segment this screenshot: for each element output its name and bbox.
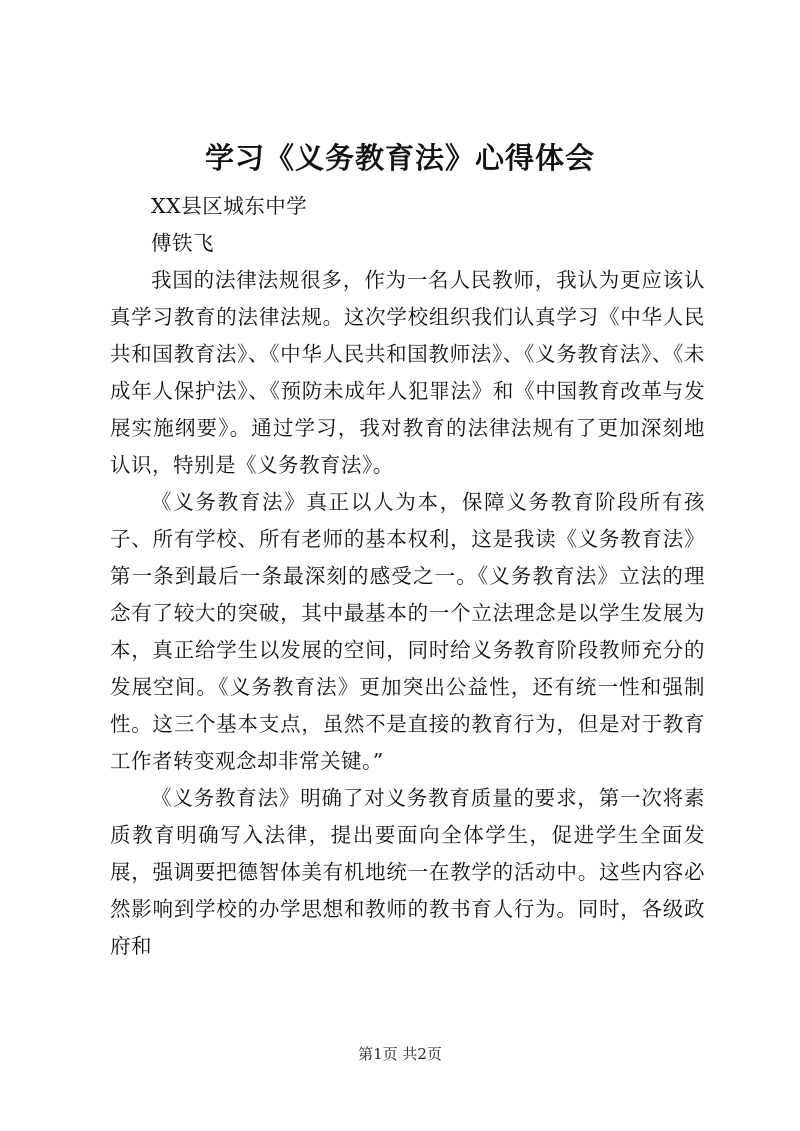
school-line: XX县区城东中学 <box>151 194 308 218</box>
author-line: 傅铁飞 <box>151 231 214 255</box>
paragraph: 我国的法律法规很多，作为一名人民教师，我认为更应该认真学习教育的法律法规。这次学校组织我们认真学习《中华人民共和国教育法》、《中华人民共和国教师法》、《义务教育法》、《未成年人保护法》、《预防未成年人犯罪法》和《中国教育改革与发展实施纲要》。通过学习，我对教育的法律法规有了更加深刻地认识，特别是《义务教育法》。 <box>110 268 705 477</box>
document-title: 学习《义务教育法》心得体会 <box>204 141 595 175</box>
paragraph: 《义务教育法》真正以人为本，保障义务教育阶段所有孩子、所有学校、所有老师的基本权利，这是我读《义务教育法》第一条到最后一条最深刻的感受之一。《义务教育法》立法的理念有了较大的突破，其中最基本的一个立法理念是以学生发展为本，真正给学生以发展的空间，同时给义务教育阶段教师充分的发展空间。《义务教育法》更加突出公益性，还有统一性和强制性。这三个基本支点，虽然不是直接的教育行为，但是对于教育工作者转变观念却非常关键。” <box>110 490 705 773</box>
paragraph: 《义务教育法》明确了对义务教育质量的要求，第一次将素质教育明确写入法律，提出要面向全体学生，促进学生全面发展，强调要把德智体美有机地统一在教学的活动中。这些内容必然影响到学校的办学思想和教师的教书育人行为。同时，各级政府和 <box>110 786 705 958</box>
document-body <box>110 188 705 965</box>
page-footer: 第1页 共2页 <box>358 1045 442 1063</box>
